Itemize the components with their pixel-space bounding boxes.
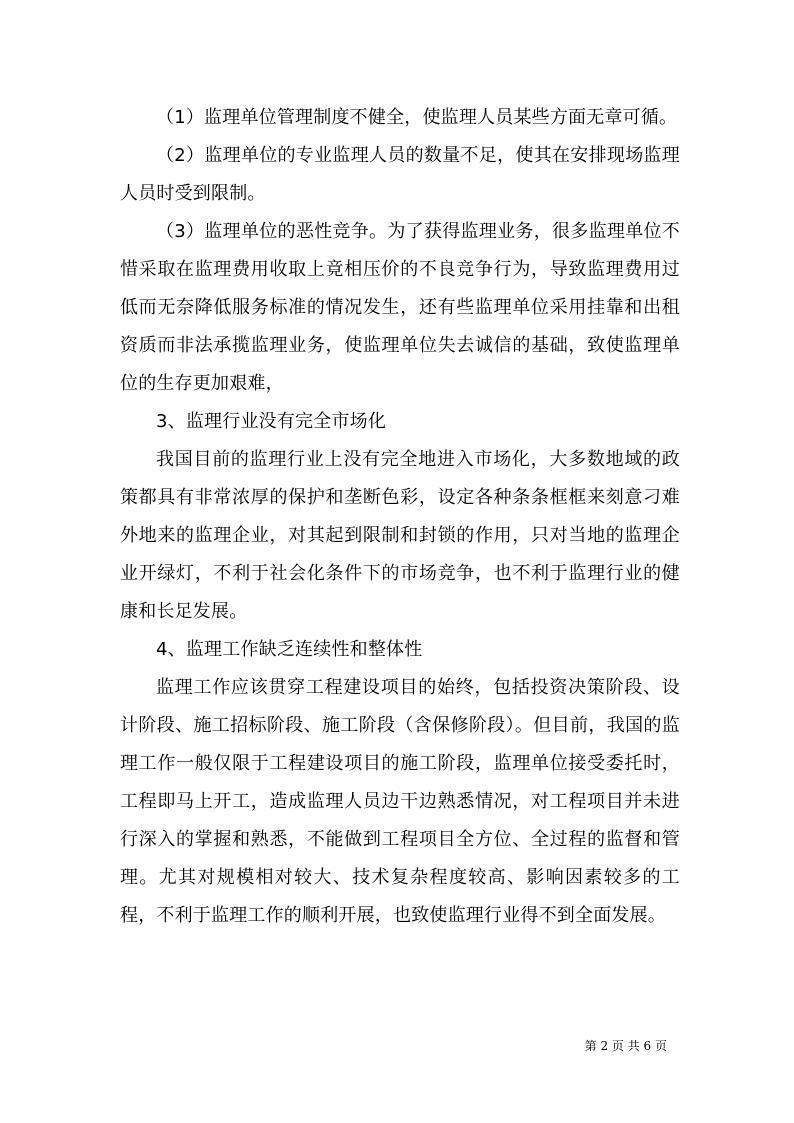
section-heading-continuity: 4、监理工作缺乏连续性和整体性	[156, 639, 423, 660]
paragraph-management-system: （1）监理单位管理制度不健全，使监理人员某些方面无章可循。	[156, 107, 678, 128]
paragraph-continuity: 监理工作应该贯穿工程建设项目的始终，包括投资决策阶段、设计阶段、施工招标阶段、施工阶段（含保修阶段）。但目前，我国的监理工作一般仅限于工程建设项目的施工阶段，监理单位接受委托时，工程即马上开工，造成监理人员边干边熟悉情况，对工程项目并未进行深入的掌握和熟悉，不能做到工程项目全方位、全过程的监督和管理。尤其对规模相对较大、技术复杂程度较高、影响因素较多的工程，不利于监理工作的顺利开展，也致使监理行业得不到全面发展。	[120, 677, 680, 926]
paragraph-staff-shortage: （2）监理单位的专业监理人员的数量不足，使其在安排现场监理人员时受到限制。	[120, 145, 680, 204]
section-heading-marketization: 3、监理行业没有完全市场化	[156, 411, 387, 432]
document-body	[120, 99, 680, 935]
paragraph-marketization: 我国目前的监理行业上没有完全地进入市场化，大多数地域的政策都具有非常浓厚的保护和垄断色彩，设定各种条条框框来刻意刁难外地来的监理企业，对其起到限制和封锁的作用，只对当地的监理企业开绿灯，不利于社会化条件下的市场竞争，也不利于监理行业的健康和长足发展。	[120, 449, 680, 622]
paragraph-vicious-competition: （3）监理单位的恶性竞争。为了获得监理业务，很多监理单位不惜采取在监理费用收取上竟相压价的不良竞争行为，导致监理费用过低而无奈降低服务标准的情况发生，还有些监理单位采用挂靠和出租资质而非法承揽监理业务，使监理单位失去诚信的基础，致使监理单位的生存更加艰难，	[120, 221, 680, 394]
page-number-footer: 第 2 页 共 6 页	[584, 1039, 667, 1053]
